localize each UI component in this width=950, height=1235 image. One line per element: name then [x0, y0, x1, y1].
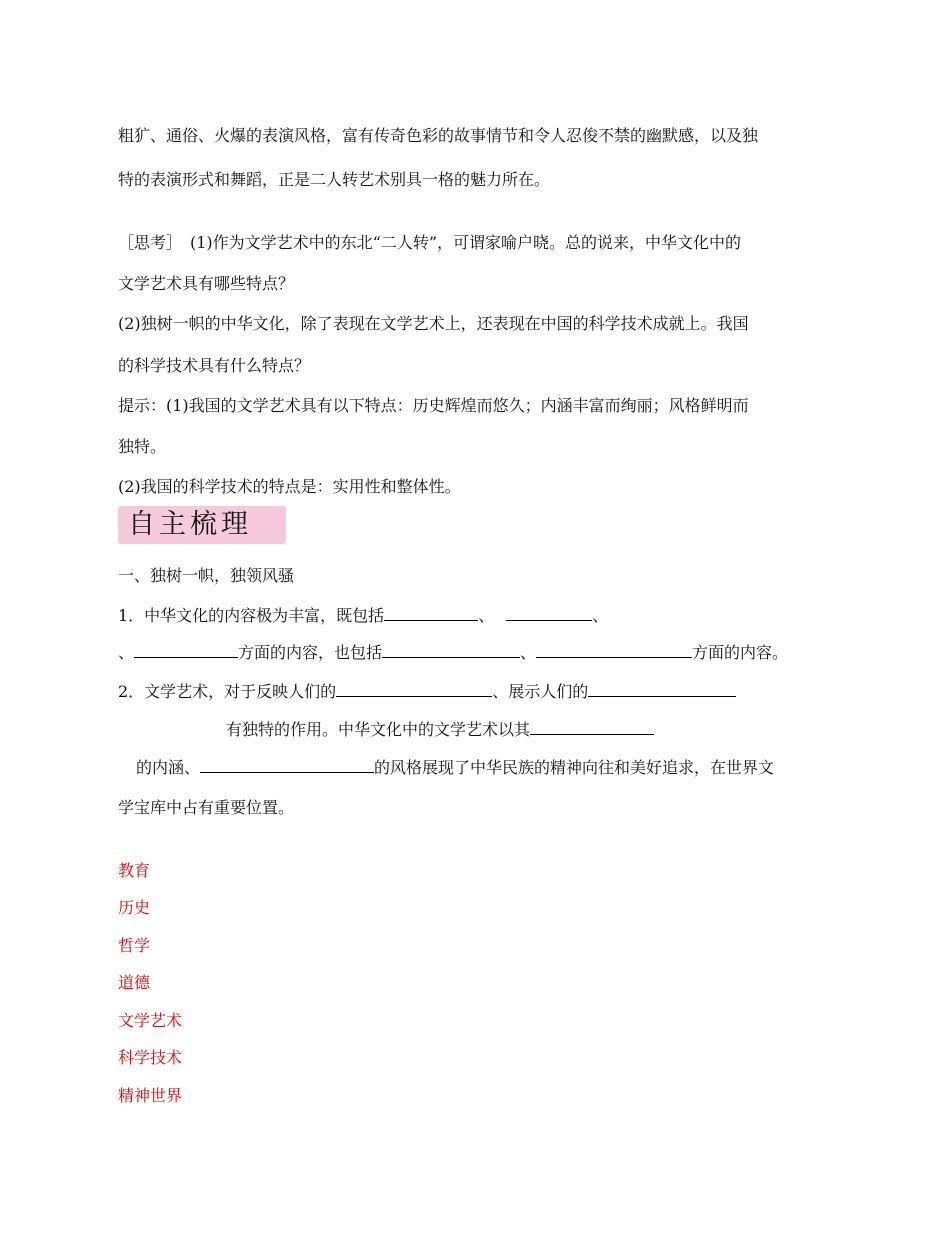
answer-item: 教育: [118, 861, 151, 880]
paragraph-line: 特的表演形式和舞蹈，正是二人转艺术别具一格的魅力所在。: [118, 170, 551, 189]
think-question-line: 的科学技术具有什么特点？: [118, 356, 311, 375]
separator: 、: [118, 643, 135, 662]
question-1-text: 方面的内容。: [692, 643, 789, 662]
question-2-text: 有独特的作用。中华文化中的文学艺术以其: [226, 720, 531, 739]
answer-item: 精神世界: [118, 1086, 183, 1105]
paragraph-line: 粗犷、通俗、火爆的表演风格，富有传奇色彩的故事情节和令人忍俊不禁的幽默感，以及独: [118, 126, 759, 145]
question-1-text: 方面的内容，也包括: [238, 643, 383, 662]
section-header: [118, 506, 286, 544]
think-question-line: 文学艺术具有哪些特点？: [118, 274, 295, 293]
fill-blank[interactable]: [336, 680, 492, 697]
question-2-text: 2．文学艺术，对于反映人们的: [118, 682, 337, 701]
fill-blank[interactable]: [530, 718, 654, 735]
hint-line: 独特。: [118, 437, 167, 456]
separator: 、: [478, 606, 495, 625]
question-2-text: 、展示人们的: [492, 682, 589, 701]
fill-blank[interactable]: [382, 641, 520, 658]
think-question-line: (2)独树一帜的中华文化，除了表现在文学艺术上，还表现在中国的科学技术成就上。我国: [118, 314, 749, 333]
fill-blank[interactable]: [506, 604, 592, 621]
question-1-line-1: [118, 604, 608, 626]
fill-blank[interactable]: [588, 680, 736, 697]
question-2-line-2: [226, 718, 654, 740]
question-2-text: 的风格展现了中华民族的精神向往和美好追求，在世界文: [374, 758, 775, 777]
section-header-title: 自主梳理: [128, 509, 252, 540]
fill-blank[interactable]: [200, 756, 374, 773]
question-2-line-4: 学宝库中占有重要位置。: [118, 798, 295, 817]
answer-item: 道德: [118, 973, 151, 992]
separator: 、: [520, 643, 537, 662]
hint-line: 提示：(1)我国的文学艺术具有以下特点：历史辉煌而悠久；内涵丰富而绚丽；风格鲜明而: [118, 396, 749, 415]
fill-blank[interactable]: [134, 641, 238, 658]
think-question-line: ［思考］ (1)作为文学艺术中的东北“二人转”，可谓家喻户晓。总的说来，中华文化中的: [118, 233, 742, 252]
answer-item: 哲学: [118, 936, 151, 955]
question-2-text: 的内涵、: [136, 758, 201, 777]
fill-blank[interactable]: [536, 641, 692, 658]
separator: 、: [592, 606, 609, 625]
answer-item: 科学技术: [118, 1048, 183, 1067]
exercise-heading: 一、独树一帜，独领风骚: [118, 566, 295, 585]
answer-item: 文学艺术: [118, 1011, 183, 1030]
fill-blank[interactable]: [384, 604, 478, 621]
question-2-line-1: [118, 680, 736, 702]
question-1-text: 1．中华文化的内容极为丰富，既包括: [118, 606, 385, 625]
question-1-line-2: [118, 641, 788, 663]
question-2-line-3: [136, 756, 774, 778]
hint-line: (2)我国的科学技术的特点是：实用性和整体性。: [118, 477, 461, 496]
answer-item: 历史: [118, 898, 151, 917]
